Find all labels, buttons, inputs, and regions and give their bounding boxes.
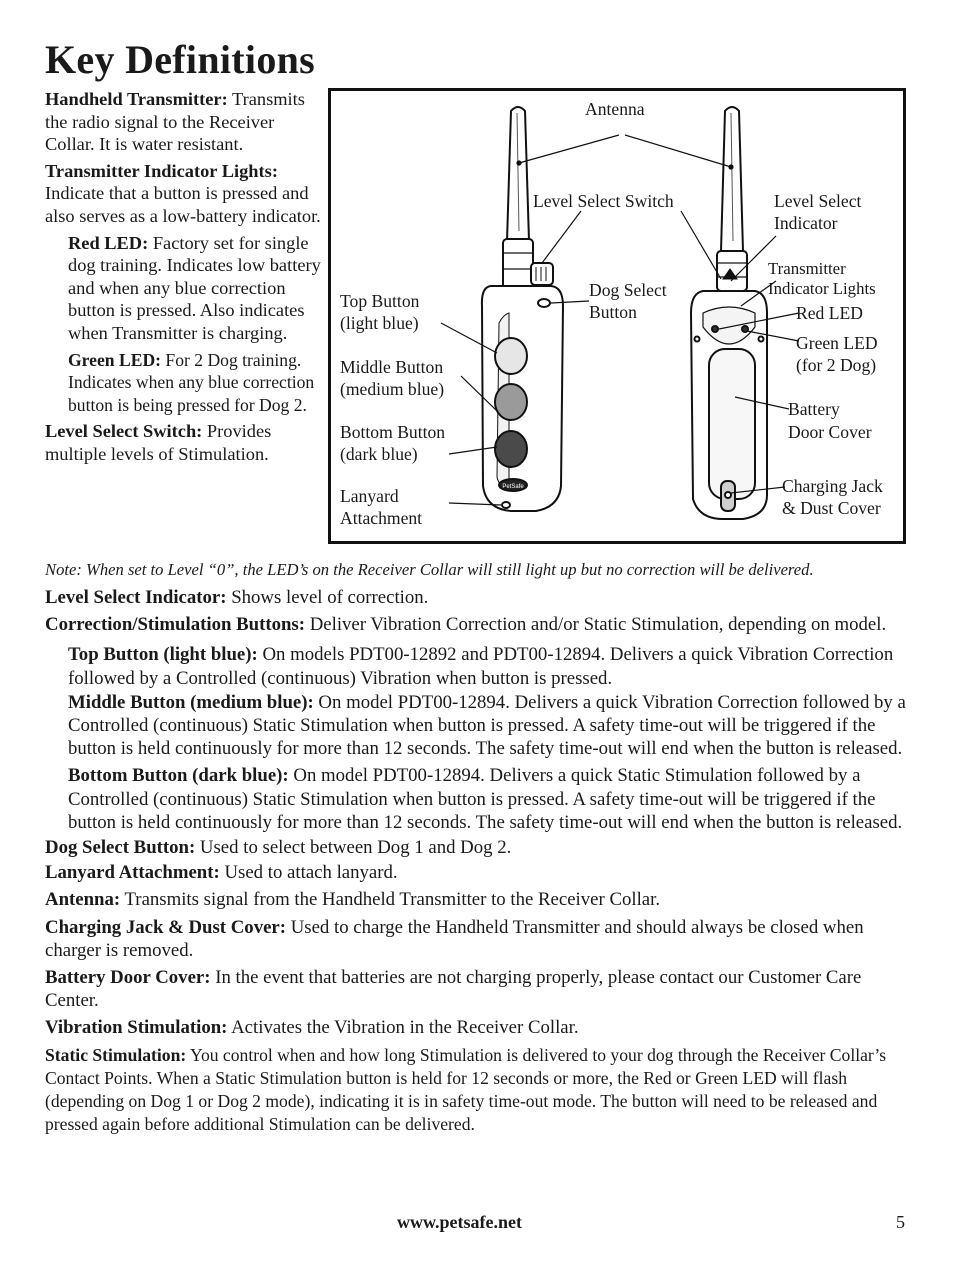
def-text: Shows level of correction. [226, 587, 429, 608]
def-top-button [45, 643, 911, 689]
label-top-button-1: Top Button [340, 291, 420, 311]
def-text: Transmits the radio signal to the Receiver Collar. It is water resistant. [45, 89, 305, 155]
label-antenna: Antenna [585, 99, 645, 119]
front-level-switch [531, 263, 553, 285]
label-green-led-1: Green LED [796, 333, 878, 353]
label-middle-button-2: (medium blue) [340, 379, 445, 399]
front-top-button [495, 338, 527, 374]
label-charging-jack-2: & Dust Cover [782, 498, 881, 518]
def-text: Used to charge the Handheld Transmitter and should always be closed when charger is removed. [45, 916, 864, 961]
label-level-select-switch: Level Select Switch [533, 191, 674, 211]
page-title: Key Definitions [45, 37, 316, 82]
front-bottom-button [495, 431, 527, 467]
front-middle-button [495, 384, 527, 420]
def-text: Activates the Vibration in the Receiver Collar. [227, 1017, 579, 1039]
label-red-led: Red LED [796, 303, 863, 323]
label-charging-jack-1: Charging Jack [782, 476, 883, 496]
def-term: Handheld Transmitter: [45, 89, 228, 109]
front-antenna-base [503, 239, 533, 289]
def-term: Battery Door Cover: [45, 967, 211, 989]
label-top-button-2: (light blue) [340, 313, 419, 333]
def-text: On model PDT00-12894. Delivers a quick Vibration Correction followed by a Controlled (continuous) Static Stimulation when button is pressed. A safety time-out will be triggered if the button is held continuously for more than 12 seconds. The safety time-out will end when the button is released. [68, 691, 906, 760]
def-text: Factory set for single dog training. Indicates low battery and when any blue correction button is pressed. Also indicates when Transmitter is charging. [68, 232, 321, 343]
back-red-led [712, 326, 718, 332]
label-transmitter-lights-2: Indicator Lights [768, 279, 876, 298]
back-battery-door [709, 349, 755, 499]
label-dog-select-2: Button [589, 302, 637, 322]
left-definitions [45, 88, 327, 470]
def-bottom-button [45, 764, 911, 834]
def-term: Green LED: [68, 349, 162, 370]
def-term: Antenna: [45, 889, 121, 911]
def-text: Used to select between Dog 1 and Dog 2. [195, 837, 512, 859]
front-logo-text: PetSafe [502, 484, 524, 490]
def-term: Level Select Indicator: [45, 587, 227, 608]
def-dog-select-button [45, 836, 911, 859]
label-battery-door-2: Door Cover [788, 422, 872, 442]
def-term: Bottom Button (dark blue): [68, 765, 289, 787]
def-correction-buttons [45, 613, 911, 636]
label-lanyard-1: Lanyard [340, 486, 399, 506]
def-text: On models PDT00-12892 and PDT00-12894. Delivers a quick Vibration Correction followed by a Controlled (continuous) Vibration when button is pressed. [68, 644, 894, 689]
label-level-select-indicator-2: Indicator [774, 213, 838, 233]
def-text: Deliver Vibration Correction and/or Static Stimulation, depending on model. [305, 614, 887, 636]
def-vibration-stimulation [45, 1016, 911, 1039]
def-text: Indicate that a button is pressed and also serves as a low-battery indicator. [45, 183, 321, 226]
footer-url: www.petsafe.net [397, 1212, 522, 1232]
def-term: Level Select Switch: [45, 421, 203, 442]
label-lanyard-2: Attachment [340, 508, 423, 528]
def-level-select-switch [45, 420, 327, 465]
front-dog-select [538, 299, 550, 307]
def-level-select-indicator [45, 586, 911, 609]
label-dog-select-1: Dog Select [589, 280, 667, 300]
def-static-stimulation [45, 1044, 911, 1136]
def-green-led [45, 349, 327, 417]
label-bottom-button-1: Bottom Button [340, 422, 446, 442]
level-zero-note: Note: When set to Level “0”, the LED’s on the Receiver Collar will still light up but no correction will be delivered. [45, 560, 814, 579]
def-charging-jack [45, 916, 911, 962]
front-lanyard [502, 502, 510, 508]
def-term: Middle Button (medium blue): [68, 691, 314, 713]
label-bottom-button-2: (dark blue) [340, 444, 418, 464]
def-text: Used to attach lanyard. [219, 862, 398, 884]
label-green-led-2: (for 2 Dog) [796, 355, 877, 375]
label-battery-door-1: Battery [788, 399, 840, 419]
full-definitions [45, 586, 911, 1140]
def-term: Transmitter Indicator Lights: [45, 160, 278, 181]
def-term: Static Stimulation: [45, 1044, 187, 1065]
def-text: Provides multiple levels of Stimulation. [45, 421, 272, 464]
def-term: Lanyard Attachment: [45, 862, 220, 884]
label-middle-button-1: Middle Button [340, 357, 444, 377]
def-middle-button [45, 691, 911, 761]
def-term: Dog Select Button: [45, 837, 196, 859]
def-text: In the event that batteries are not charging properly, please contact our Customer Care Center. [45, 967, 862, 1012]
def-term: Red LED: [68, 232, 149, 253]
def-red-led [45, 232, 327, 345]
def-battery-door [45, 966, 911, 1012]
def-handheld-transmitter [45, 88, 327, 156]
def-text: Transmits signal from the Handheld Transmitter to the Receiver Collar. [120, 889, 661, 911]
label-transmitter-lights-1: Transmitter [768, 259, 846, 278]
def-term: Charging Jack & Dust Cover: [45, 916, 287, 938]
def-text: On model PDT00-12894. Delivers a quick Static Stimulation followed by a Controlled (continuous) Static Stimulation when button is pressed. A safety time-out will be triggered if the button is held continuously for more than 12 seconds. The safety time-out will end when the button is released. [68, 765, 903, 833]
def-text: You control when and how long Stimulation is delivered to your dog through the Receiver Collar’s Contact Points. When a Static Stimulation button is held for 12 seconds or more, the Red or Green LED will flash (depending on Dog 1 or Dog 2 mode), indicating it is in safety time-out mode. The button will need to be released and pressed again before additional Stimulation can be delivered. [45, 1044, 887, 1134]
def-text: For 2 Dog training. Indicates when any blue correction button is being pressed for Dog 2. [68, 349, 315, 415]
label-level-select-indicator-1: Level Select [774, 191, 862, 211]
def-lanyard-attachment [45, 861, 911, 884]
def-term: Correction/Stimulation Buttons: [45, 614, 305, 636]
def-transmitter-indicator-lights [45, 160, 327, 228]
front-transmitter [482, 107, 563, 511]
transmitter-diagram [328, 88, 906, 544]
def-term: Vibration Stimulation: [45, 1017, 228, 1039]
def-term: Top Button (light blue): [68, 644, 258, 666]
def-antenna [45, 888, 911, 911]
back-transmitter [691, 107, 767, 519]
page-number: 5 [896, 1212, 905, 1232]
